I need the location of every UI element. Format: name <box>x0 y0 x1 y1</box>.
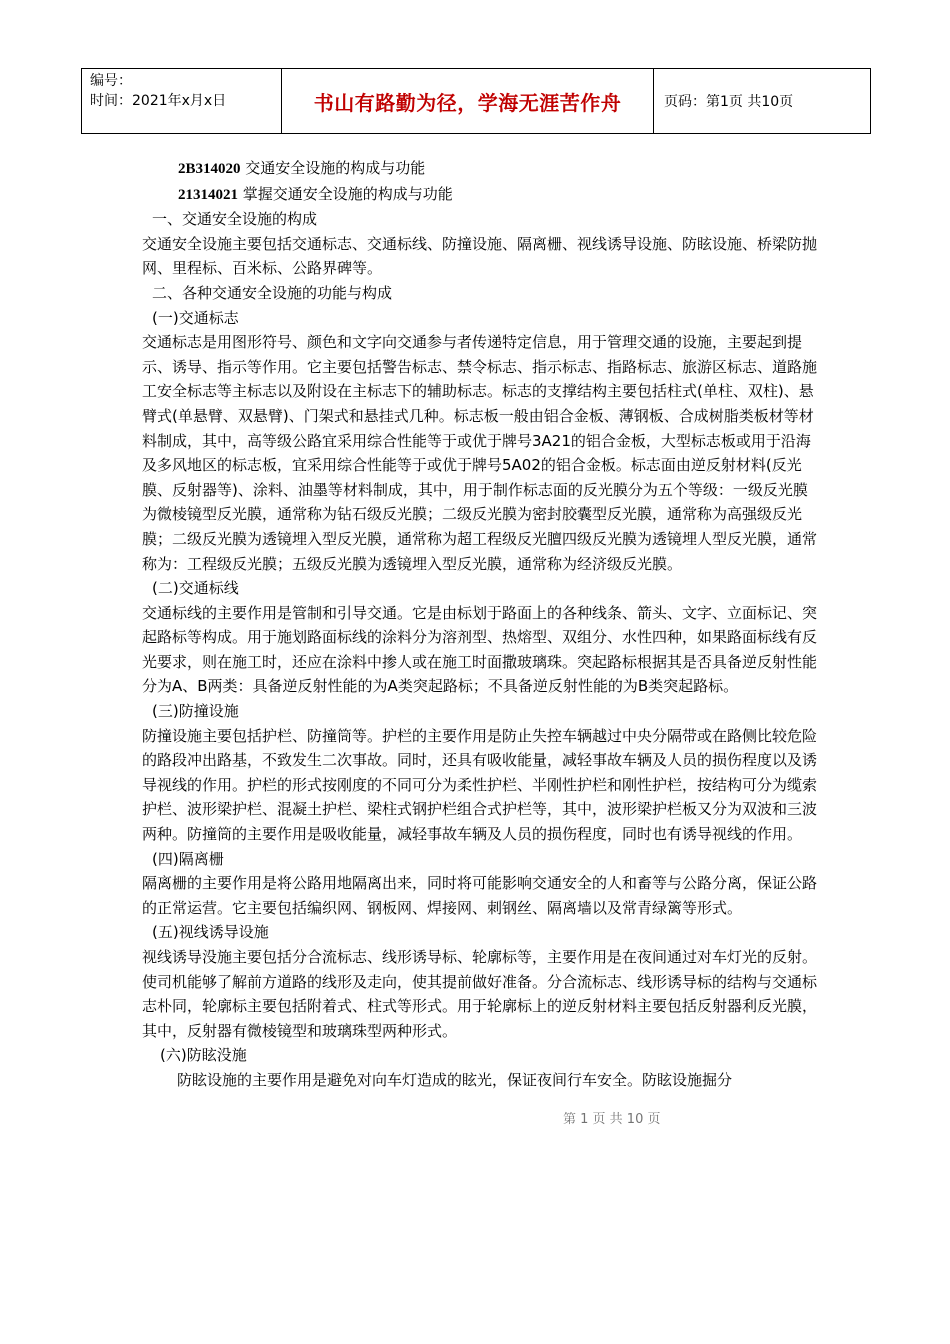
subheading: (六)防眩没施 <box>160 1046 247 1065</box>
paragraph: 交通标线的主要作用是管制和引导交通。它是由标划于路面上的各种线条、箭头、文字、立面标记、突起路标等构成。用于施划路面标线的涂料分为溶剂型、热熔型、双组分、水性四种，如果路面标线有反光要求，则在施工时，还应在涂料中掺人或在施工时面撒玻璃珠。突起路标根据其是否具备逆反射性能分为A、B两类：具备逆反射性能的为A类突起路标；不具备逆反射性能的为B类突起路标。 <box>142 603 818 696</box>
paragraph: 防眩设施的主要作用是避免对向车灯造成的眩光，保证夜间行车安全。防眩设施掘分 <box>177 1070 733 1089</box>
subheading: (三)防撞设施 <box>152 702 239 721</box>
subsection-heading <box>142 182 822 208</box>
subheading: (一)交通标志 <box>152 308 239 327</box>
document-time-label: 时间：2021年x月x日 <box>90 93 227 109</box>
subheading: (四)隔离栅 <box>152 849 224 868</box>
header-page-info: 页码：第1页 共10页 <box>664 94 794 110</box>
header-motto: 书山有路勤为径，学海无涯苦作舟 <box>282 69 654 133</box>
document-number-label: 编号： <box>90 73 132 89</box>
paragraph: 防撞设施主要包括护栏、防撞筒等。护栏的主要作用是防止失控车辆越过中央分隔带或在路侧比较危险的路段冲出路基，不致发生二次事故。同时，还具有吸收能量，减轻事故车辆及人员的损伤程度以及诱导视线的作用。护栏的形式按刚度的不同可分为柔性护栏、半刚性护栏和刚性护栏，按结构可分为缆索护栏、波形梁护栏、混凝土护栏、梁柱式钢护栏组合式护栏等，其中，波形梁护栏板又分为双波和三波两种。防撞筒的主要作用是吸收能量，减轻事故车辆及人员的损伤程度，同时也有诱导视线的作用。 <box>142 726 818 844</box>
page-header <box>81 68 871 134</box>
paragraph: 交通标志是用图形符号、颜色和文字向交通参与者传递特定信息，用于管理交通的设施，主要起到提示、诱导、指示等作用。它主要包括警告标志、禁令标志、指示标志、指路标志、旅游区标志、道路施工安全标志等主标志以及附设在主标志下的辅助标志。标志的支撑结构主要包括柱式(单柱、双柱)、悬臂式(单悬臂、双悬臂)、门架式和悬挂式几种。标志板一般由铝合金板、薄钢板、合成树脂类板材等材料制成，其中，高等级公路宜采用综合性能等于或优于牌号3A21的铝合金板，大型标志板或用于沿海及多风地区的标志板，宜采用综合性能等于或优于牌号5A02的铝合金板。标志面由逆反射材料(反光膜、反射器等)、涂料、油墨等材料制成，其中，用于制作标志面的反光膜分为五个等级：一级反光膜为微棱镜型反光膜，通常称为钻石级反光膜；二级反光膜为密封胶囊型反光膜，通常称为高强级反光膜；二级反光膜为透镜埋入型反光膜，通常称为超工程级反光膻四级反光膜为透镜埋人型反光膜，通常称为：工程级反光膜；五级反光膜为透镜埋入型反光膜，通常称为经济级反光膜。 <box>142 333 818 573</box>
paragraph: 一、交通安全设施的构成 <box>152 210 318 229</box>
page-number-overlay: 第 1 页 共 10 页 <box>563 1112 661 1127</box>
section-heading <box>142 156 822 182</box>
section-title: 交通安全设施的构成与功能 <box>245 159 426 177</box>
subsection-title: 掌握交通安全设施的构成与功能 <box>242 184 453 203</box>
header-meta <box>82 69 282 133</box>
subheading: (二)交通标线 <box>152 579 239 598</box>
paragraph: 视线诱导没施主要包括分合流标志、线形诱导标、轮廓标等，主要作用是在夜间通过对车灯光的反射。使司机能够了解前方道路的线形及走向，使其提前做好准备。分合流标志、线形诱导标的结构与交通标志朴同，轮廓标主要包括附着式、柱式等形式。用于轮廓标上的逆反射材料主要包括反射器利反光膜，其中，反射器有微棱镜型和玻璃珠型两种形式。 <box>142 948 818 1040</box>
section-code: 2B314020 <box>178 161 241 177</box>
paragraph: 隔离栅的主要作用是将公路用地隔离出来，同时将可能影响交通安全的人和畜等与公路分离，保证公路的正常运营。它主要包括编织网、钢板网、焊接网、刺钢丝、隔离墙以及常青绿篱等形式。 <box>142 874 818 917</box>
document-body <box>142 156 822 1093</box>
paragraph: 交通安全设施主要包括交通标志、交通标线、防撞设施、隔离栅、视线诱导设施、防眩设施、桥梁防抛网、里程标、百米标、公路界碑等。 <box>142 234 818 278</box>
paragraph: 二、各种交通安全设施的功能与构成 <box>152 283 393 302</box>
subsection-code: 21314021 <box>178 186 238 203</box>
subheading: (五)视线诱导设施 <box>152 923 269 942</box>
